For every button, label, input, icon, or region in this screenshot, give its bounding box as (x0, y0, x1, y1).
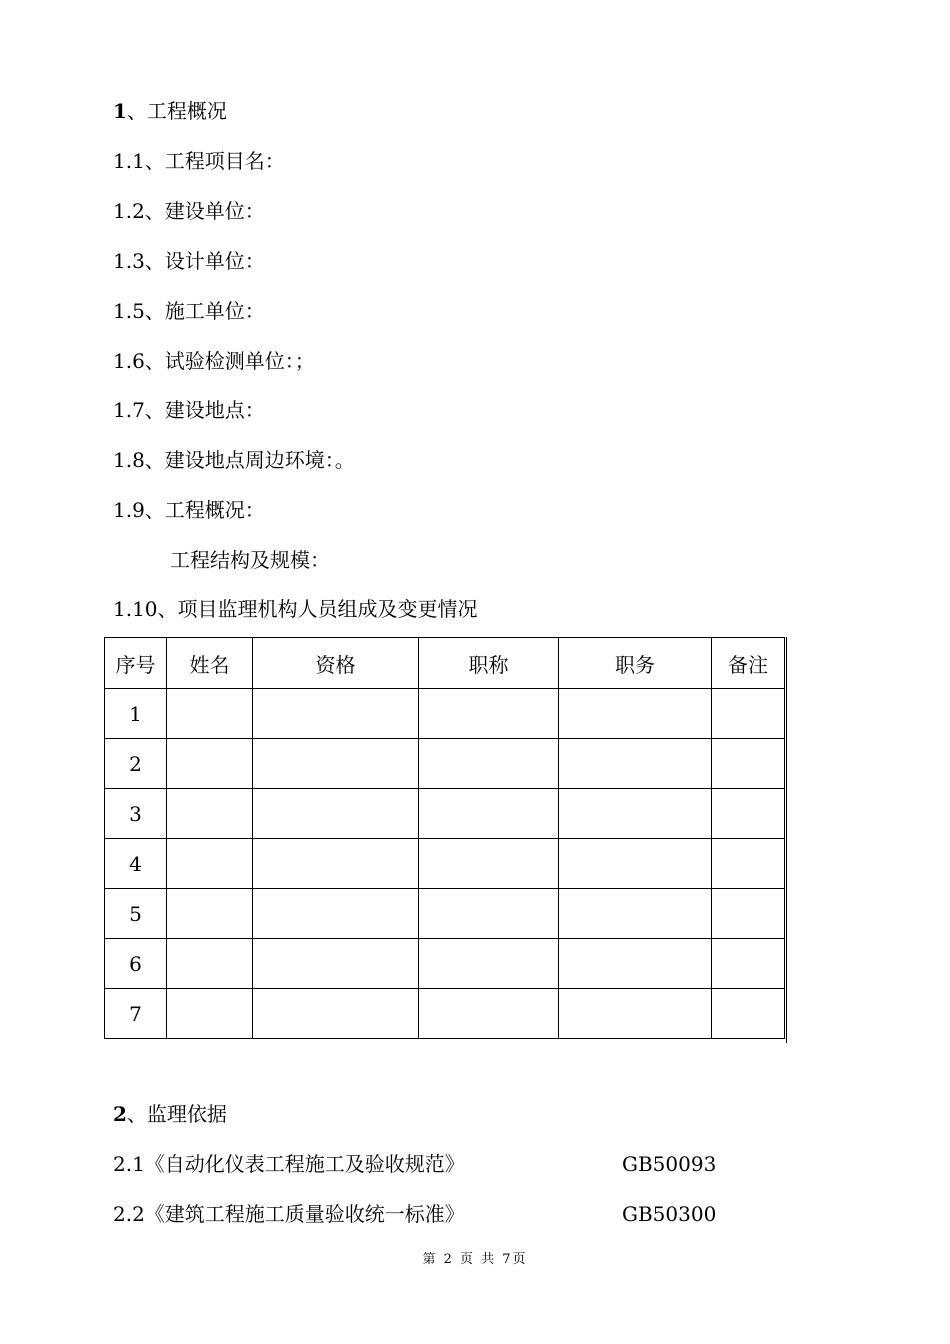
header-remarks: 备注 (712, 638, 785, 689)
table-cell (419, 689, 559, 739)
section2-title: 、监理依据 (126, 1102, 227, 1126)
table-cell (712, 839, 785, 889)
table-cell (559, 839, 712, 889)
row-number: 4 (105, 839, 167, 889)
section1-number: 1 (113, 99, 127, 123)
table-cell (253, 939, 419, 989)
table-cell (167, 889, 253, 939)
item-1-5: 1.5、施工单位： (113, 299, 265, 323)
table-cell (559, 739, 712, 789)
table-row (105, 989, 785, 1039)
item-1-7: 1.7、建设地点： (113, 398, 265, 422)
item-1-1: 1.1、工程项目名： (113, 149, 285, 173)
table-cell (559, 689, 712, 739)
table-row (105, 939, 785, 989)
table-cell (253, 689, 419, 739)
table-cell (253, 789, 419, 839)
table-cell (419, 789, 559, 839)
section2-heading (113, 1100, 227, 1128)
standard-2-2-label: 2.2《建筑工程施工质量验收统一标准》 (113, 1202, 465, 1226)
table-cell (167, 739, 253, 789)
table-cell (712, 889, 785, 939)
table-cell (167, 989, 253, 1039)
header-qualification: 资格 (253, 638, 419, 689)
item-1-2: 1.2、建设单位： (113, 199, 265, 223)
table-cell (419, 889, 559, 939)
table-cell (712, 939, 785, 989)
table-row (105, 789, 785, 839)
table-cell (559, 789, 712, 839)
section1-title: 、工程概况 (126, 99, 227, 123)
table-cell (419, 839, 559, 889)
page-footer: 第 2 页 共 7页 (422, 1252, 528, 1267)
table-cell (253, 889, 419, 939)
table-row (105, 889, 785, 939)
table-cell (167, 789, 253, 839)
header-title: 职称 (419, 638, 559, 689)
table-right-border (786, 637, 787, 1043)
structure-scale-label: 工程结构及规模： (170, 548, 330, 572)
table-cell (419, 739, 559, 789)
table-header-row (105, 638, 785, 689)
table-cell (253, 989, 419, 1039)
row-number: 5 (105, 889, 167, 939)
table-cell (419, 939, 559, 989)
standard-2-1-code: GB50093 (622, 1152, 717, 1176)
standard-2-1-label: 2.1《自动化仪表工程施工及验收规范》 (113, 1152, 465, 1176)
row-number: 6 (105, 939, 167, 989)
table-cell (419, 989, 559, 1039)
table-cell (253, 739, 419, 789)
row-number: 3 (105, 789, 167, 839)
item-1-3: 1.3、设计单位： (113, 249, 265, 273)
row-number: 2 (105, 739, 167, 789)
table-cell (167, 939, 253, 989)
table-cell (167, 839, 253, 889)
staff-table-heading: 1.10、项目监理机构人员组成及变更情况 (113, 597, 478, 621)
table-cell (167, 689, 253, 739)
table-cell (712, 739, 785, 789)
table-cell (253, 839, 419, 889)
section2-number: 2 (113, 1102, 127, 1126)
table-row (105, 839, 785, 889)
staff-table (104, 637, 785, 1039)
table-cell (559, 889, 712, 939)
standard-2-2-code: GB50300 (622, 1202, 717, 1226)
row-number: 7 (105, 989, 167, 1039)
header-position: 职务 (559, 638, 712, 689)
section1-heading (113, 97, 227, 125)
table-cell (559, 939, 712, 989)
header-name: 姓名 (167, 638, 253, 689)
table-cell (712, 689, 785, 739)
table-row (105, 689, 785, 739)
row-number: 1 (105, 689, 167, 739)
item-1-8: 1.8、建设地点周边环境：。 (113, 448, 355, 472)
table-cell (559, 989, 712, 1039)
table-row (105, 739, 785, 789)
item-1-6: 1.6、试验检测单位：； (113, 349, 315, 373)
table-cell (712, 789, 785, 839)
item-1-9: 1.9、工程概况： (113, 498, 265, 522)
table-cell (712, 989, 785, 1039)
header-seq: 序号 (105, 638, 167, 689)
